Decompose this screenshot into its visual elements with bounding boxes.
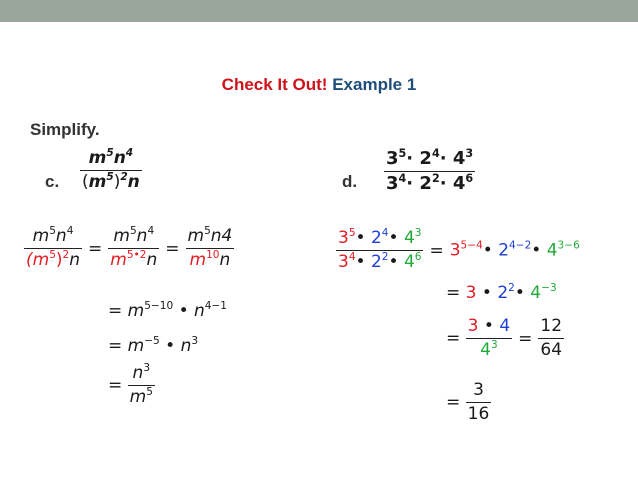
label-d: d. (342, 172, 358, 191)
solution-d-line-4: = $\frac{3}{16}$ (446, 380, 490, 424)
slide-title (0, 75, 638, 95)
problem-c (80, 147, 142, 192)
problem-c-numerator: $m^5n^4$ (88, 147, 134, 168)
solution-d-line-1: $\frac{3^5• 2^4• 4^3}{3^4• 2^2• 4^6}$ = $3^{5-4}•$ $2^{4-2}•$ $4^{3-6}$ (338, 227, 580, 272)
solution-d-line-2: = 3 • $2^2•$ $4^{-3}$ (446, 282, 557, 303)
solution-d-line-3: = $\frac{3 • 4}{4^3}$ = $\frac{12}{64}$ (446, 316, 563, 360)
title-check: Check It Out! (221, 75, 328, 94)
solution-c-line-4: = $\frac{n^3}{m^5}$ (108, 362, 153, 407)
solution-c-line-3: = $m^{-5}$ • $n^3$ (108, 335, 199, 356)
problem-d-denominator: $3^4\cdot 2^2\cdot 4^6$ (386, 171, 474, 194)
problem-d-numerator: $3^5\cdot 2^4\cdot 4^3$ (386, 146, 474, 169)
title-example: Example 1 (332, 75, 417, 94)
problem-d (384, 146, 475, 194)
label-c: c. (45, 172, 60, 191)
solution-c-line-2: = $m^{5-10}$ • $n^{4-1}$ (108, 300, 228, 321)
problem-c-denominator: $(m^5)^2n$ (82, 171, 140, 192)
instruction: Simplify. (30, 120, 100, 139)
top-bar (0, 0, 638, 22)
solution-c-line-1: $\frac{m^5n^4}{(m^5)^2n}$ = $\frac{m^5n^4}{m^{5•2}n}$ = $\frac{m^5n4}{m^{10}n}$ (26, 225, 233, 270)
